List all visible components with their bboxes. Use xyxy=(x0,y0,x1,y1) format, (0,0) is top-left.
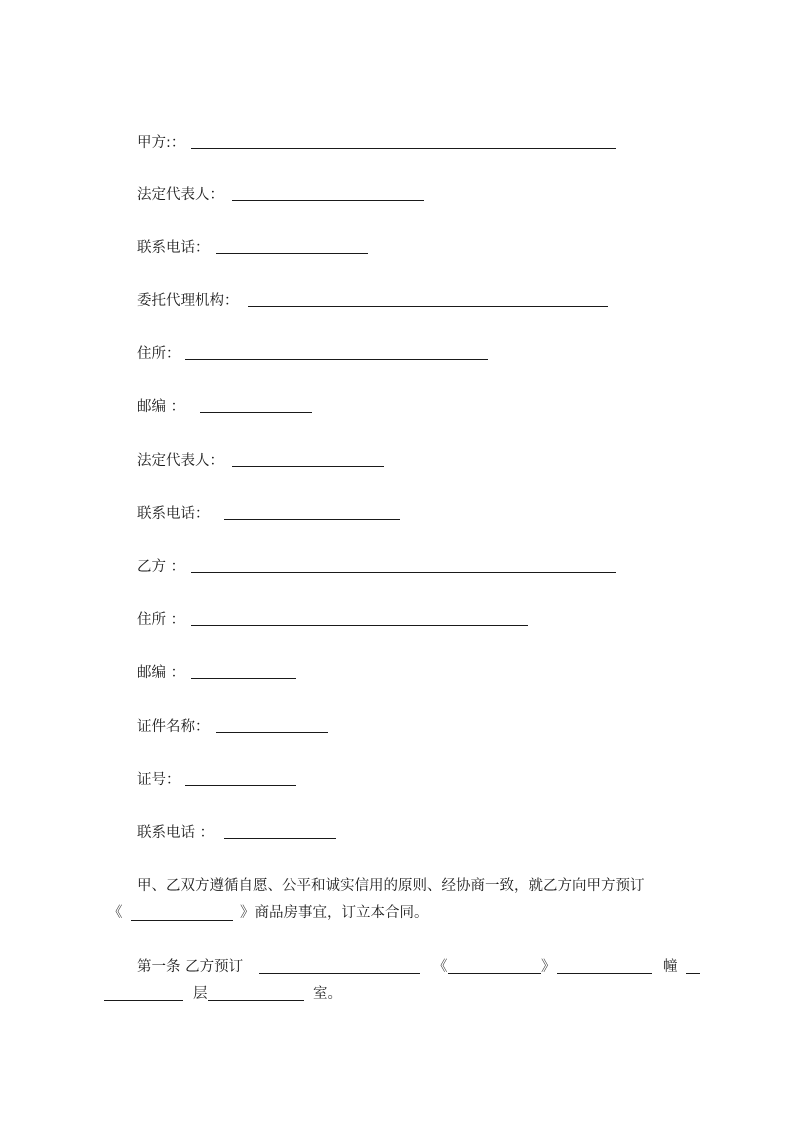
agent-legal-rep-field xyxy=(137,450,224,470)
party-b-postcode-blank[interactable] xyxy=(191,678,296,679)
party-b-id-type-blank[interactable] xyxy=(216,732,328,733)
party-a-phone-field xyxy=(137,237,210,257)
party-b-id-number-field xyxy=(137,769,181,789)
party-b-address-field xyxy=(137,609,185,629)
party-b-address-label: 住所 ： xyxy=(137,612,186,628)
article-1-close-quote: 》 xyxy=(541,959,556,975)
agent-legal-rep-blank[interactable] xyxy=(232,466,384,467)
party-a-legal-rep-blank[interactable] xyxy=(232,200,424,201)
party-b-id-type-label: 证件名称： xyxy=(137,719,210,735)
agent-phone-blank[interactable] xyxy=(224,519,400,520)
party-b-id-number-blank[interactable] xyxy=(185,785,296,786)
party-b-postcode-label: 邮编 ： xyxy=(137,665,186,681)
party-b-phone-field xyxy=(137,822,214,842)
article-1-room-blank[interactable] xyxy=(208,1000,304,1001)
preamble-close-text: 》商品房事宜，订立本合同。 xyxy=(240,905,429,921)
party-b-name-field xyxy=(137,556,185,576)
party-a-legal-rep-label: 法定代表人： xyxy=(137,187,224,203)
preamble-project-blank[interactable] xyxy=(131,920,233,921)
agent-field xyxy=(137,290,239,310)
party-b-address-blank[interactable] xyxy=(191,625,528,626)
party-b-id-number-label: 证号： xyxy=(137,772,181,788)
party-b-name-blank[interactable] xyxy=(191,572,616,573)
party-a-postcode-field xyxy=(137,396,185,416)
party-a-postcode-label: 邮编 ： xyxy=(137,399,186,415)
party-a-postcode-blank[interactable] xyxy=(200,412,312,413)
article-1-building-label: 幢 xyxy=(663,959,678,975)
preamble-open-quote: 《 xyxy=(108,905,123,921)
party-a-name-label: 甲方:： xyxy=(137,135,186,151)
article-1-label: 第一条 乙方预订 xyxy=(137,959,244,975)
party-a-address-label: 住所： xyxy=(137,346,181,362)
party-a-legal-rep-field xyxy=(137,184,224,204)
party-a-phone-blank[interactable] xyxy=(216,253,368,254)
party-b-postcode-field xyxy=(137,662,185,682)
agent-phone-field xyxy=(137,503,210,523)
article-1-name-blank[interactable] xyxy=(448,973,541,974)
party-b-phone-blank[interactable] xyxy=(224,838,336,839)
article-1-building-blank[interactable] xyxy=(557,973,652,974)
article-1-floor-blank[interactable] xyxy=(104,1000,183,1001)
party-b-id-type-field xyxy=(137,716,210,736)
party-b-phone-label: 联系电话 ： xyxy=(137,825,215,841)
article-1-project-blank[interactable] xyxy=(259,973,420,974)
agent-phone-label: 联系电话： xyxy=(137,506,210,522)
agent-legal-rep-label: 法定代表人： xyxy=(137,453,224,469)
article-1-open-quote: 《 xyxy=(433,959,448,975)
party-b-name-label: 乙方 ： xyxy=(137,559,186,575)
agent-blank[interactable] xyxy=(248,306,608,307)
preamble-line-1: 甲、乙双方遵循自愿、公平和诚实信用的原则、经协商一致，就乙方向甲方预订 xyxy=(137,878,645,894)
party-a-address-blank[interactable] xyxy=(185,359,488,360)
article-1-building-blank-2[interactable] xyxy=(686,973,700,974)
party-a-phone-label: 联系电话： xyxy=(137,240,210,256)
agent-label: 委托代理机构： xyxy=(137,293,239,309)
party-a-address-field xyxy=(137,343,181,363)
party-a-name-blank[interactable] xyxy=(191,148,616,149)
party-a-name-field xyxy=(137,132,185,152)
article-1-room-label: 室。 xyxy=(313,986,342,1002)
article-1-floor-label: 层 xyxy=(193,986,208,1002)
